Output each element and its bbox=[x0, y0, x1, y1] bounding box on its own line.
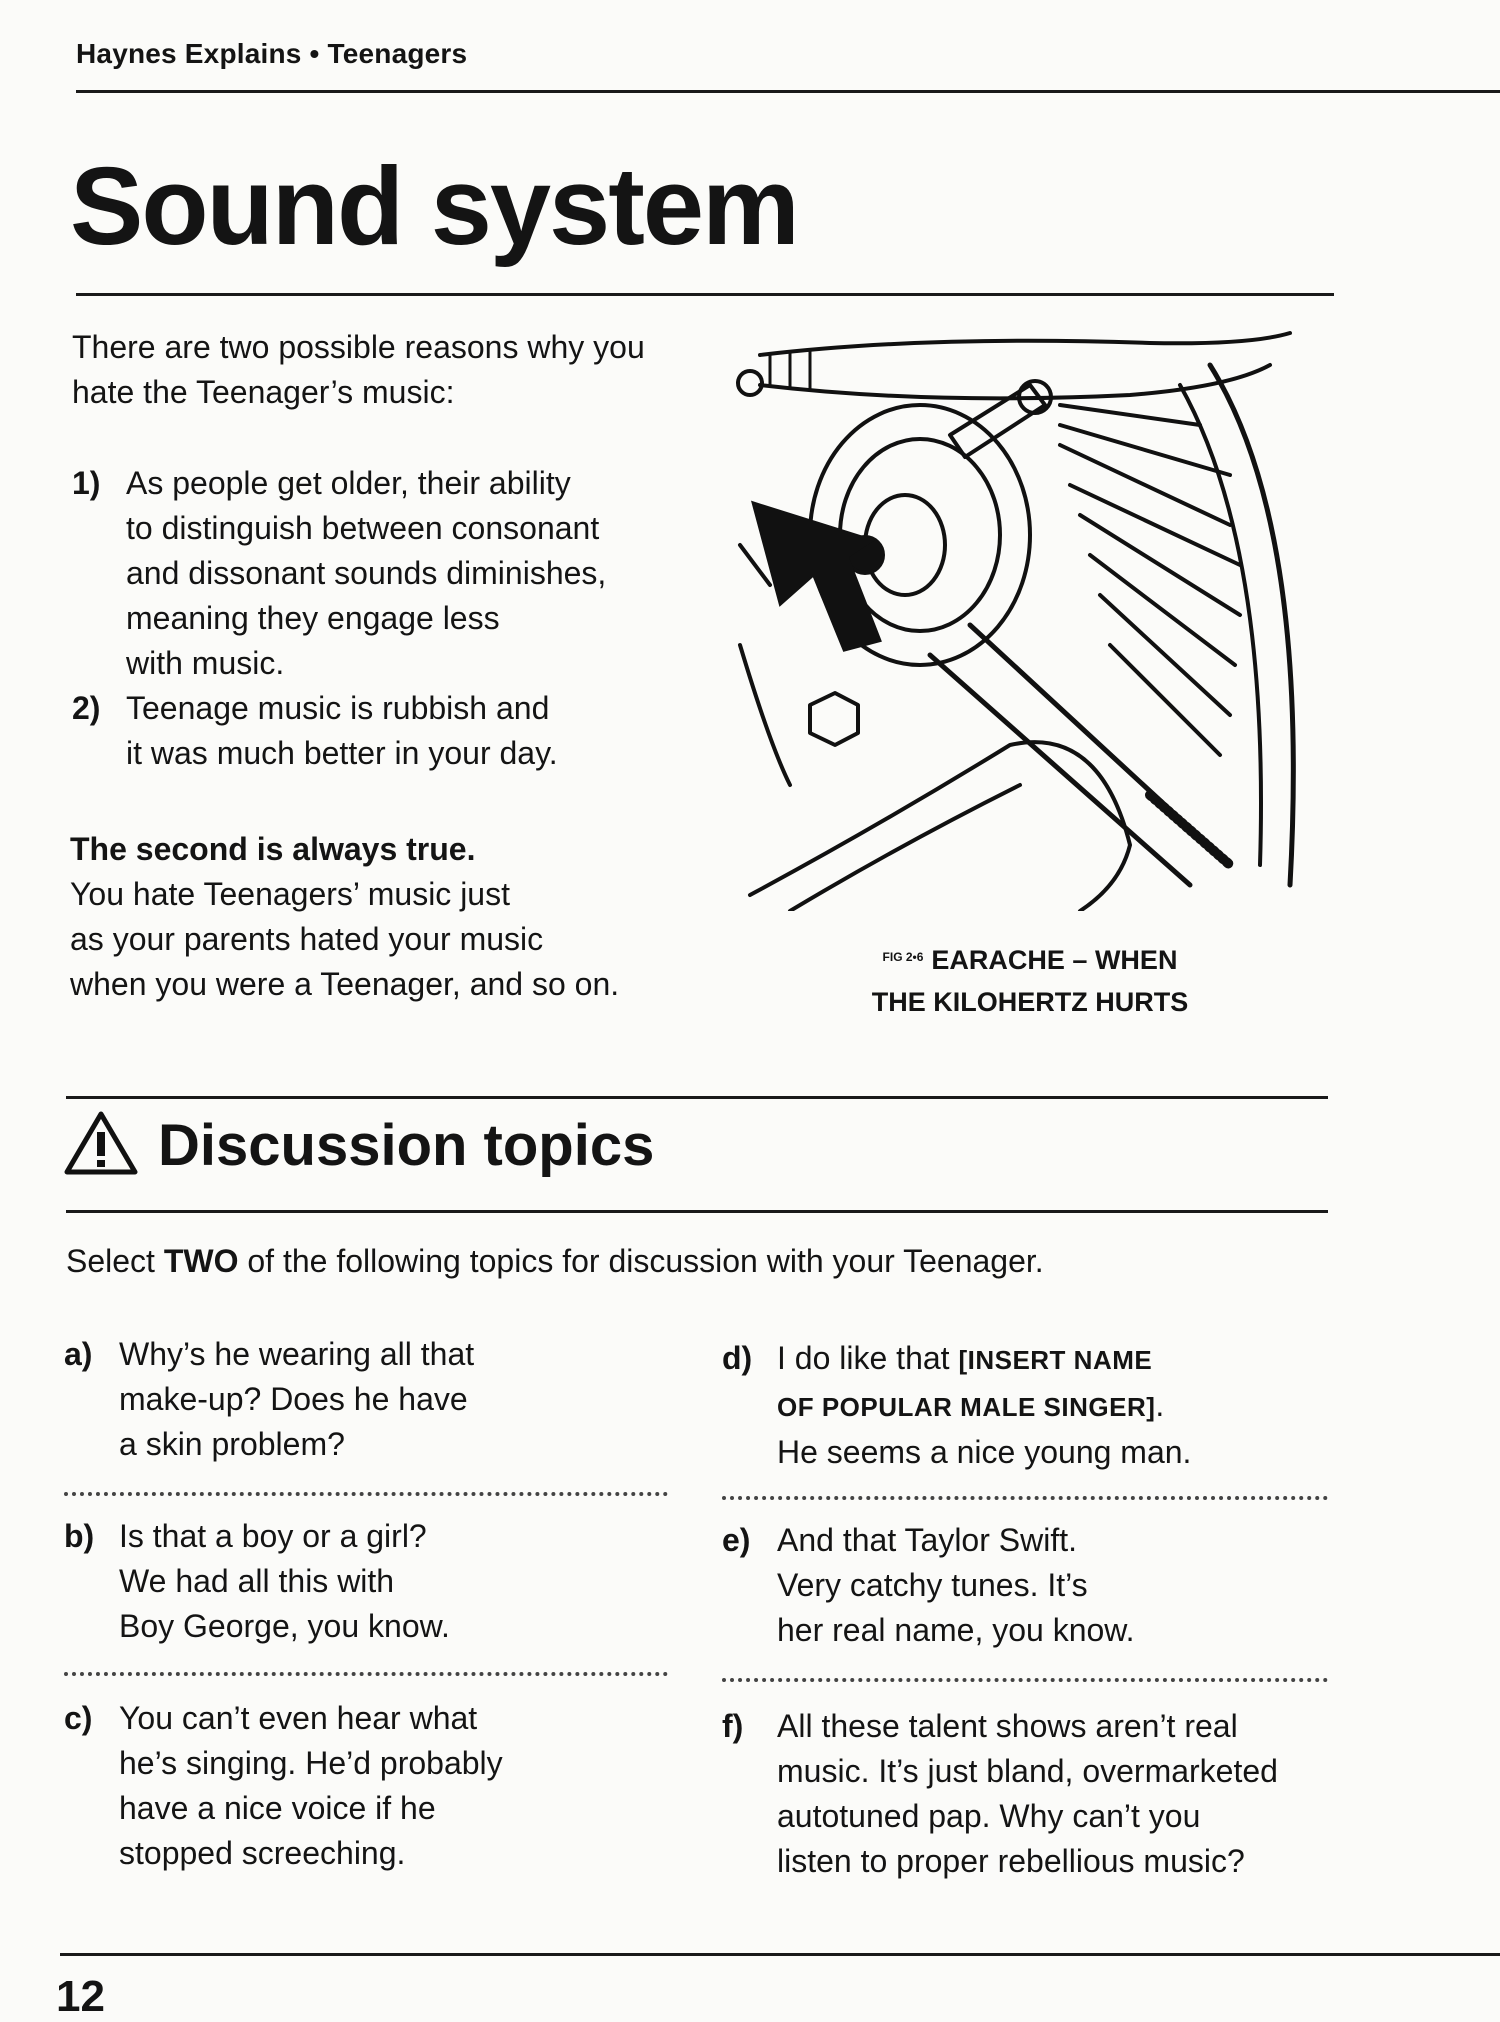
topic-line: Very catchy tunes. It’s bbox=[777, 1567, 1088, 1603]
topic-item bbox=[64, 1332, 474, 1467]
reason-line: Teenage music is rubbish and bbox=[126, 690, 550, 726]
topic-placeholder: OF POPULAR MALE SINGER] bbox=[777, 1392, 1156, 1422]
topic-marker: d) bbox=[722, 1340, 753, 1376]
topic-text: I do like that bbox=[777, 1340, 959, 1376]
topic-line: Boy George, you know. bbox=[119, 1608, 450, 1644]
topic-line: have a nice voice if he bbox=[119, 1790, 436, 1826]
topic-divider bbox=[64, 1492, 668, 1496]
topic-line: All these talent shows aren’t real bbox=[777, 1708, 1238, 1744]
warning-triangle-icon bbox=[64, 1110, 138, 1181]
instruction-part: Select bbox=[66, 1243, 164, 1279]
topic-divider bbox=[64, 1672, 668, 1676]
list-item bbox=[72, 686, 712, 776]
topic-line: music. It’s just bland, overmarketed bbox=[777, 1753, 1278, 1789]
instruction-part: of the following topics for discussion with your Teenager. bbox=[238, 1243, 1044, 1279]
page-title: Sound system bbox=[70, 145, 798, 268]
topic-item bbox=[722, 1518, 1135, 1653]
figure-id: FIG 2•6 bbox=[882, 950, 924, 964]
topic-line: We had all this with bbox=[119, 1563, 395, 1599]
topic-line: Is that a boy or a girl? bbox=[119, 1518, 427, 1554]
topic-marker: c) bbox=[64, 1700, 93, 1736]
topic-line: autotuned pap. Why can’t you bbox=[777, 1798, 1201, 1834]
topic-line: make-up? Does he have bbox=[119, 1381, 468, 1417]
topic-line: And that Taylor Swift. bbox=[777, 1522, 1077, 1558]
instruction-emphasis: TWO bbox=[163, 1243, 239, 1279]
topic-marker: b) bbox=[64, 1518, 95, 1554]
footer-rule bbox=[60, 1953, 1500, 1956]
conclusion-block bbox=[70, 827, 710, 1007]
topic-divider bbox=[722, 1496, 1328, 1500]
reason-line: and dissonant sounds diminishes, bbox=[126, 555, 607, 591]
header-rule bbox=[76, 90, 1500, 93]
section-rule-top bbox=[66, 1096, 1328, 1099]
reasons-list bbox=[72, 461, 712, 776]
topic-marker: e) bbox=[722, 1522, 751, 1558]
topic-line: You can’t even hear what bbox=[119, 1700, 478, 1736]
caption-line: EARACHE – WHEN bbox=[931, 945, 1178, 975]
reason-line: with music. bbox=[126, 645, 285, 681]
section-title: Discussion topics bbox=[158, 1113, 655, 1178]
topic-divider bbox=[722, 1678, 1328, 1682]
instruction-text bbox=[66, 1243, 1044, 1280]
conclusion-heading: The second is always true. bbox=[70, 831, 476, 867]
list-item bbox=[72, 461, 712, 686]
caption-line: THE KILOHERTZ HURTS bbox=[871, 987, 1189, 1017]
reason-line: to distinguish between consonant bbox=[126, 510, 600, 546]
topic-line: a skin problem? bbox=[119, 1426, 345, 1462]
topic-line: listen to proper rebellious music? bbox=[777, 1843, 1245, 1879]
conclusion-line: You hate Teenagers’ music just bbox=[70, 876, 510, 912]
topic-line: he’s singing. He’d probably bbox=[119, 1745, 503, 1781]
conclusion-line: as your parents hated your music bbox=[70, 921, 544, 957]
topic-line: stopped screeching. bbox=[119, 1835, 406, 1871]
title-rule bbox=[76, 293, 1334, 296]
topic-line: He seems a nice young man. bbox=[777, 1434, 1192, 1470]
intro-paragraph: There are two possible reasons why you hate the Teenager’s music: bbox=[72, 329, 645, 410]
topic-line bbox=[777, 1383, 1191, 1430]
topic-item bbox=[64, 1696, 503, 1876]
section-heading bbox=[64, 1110, 654, 1181]
topic-item bbox=[722, 1704, 1278, 1884]
topic-item bbox=[64, 1514, 450, 1649]
list-marker: 2) bbox=[72, 690, 101, 726]
topic-text: . bbox=[1155, 1387, 1165, 1423]
car-engine-drawing-icon bbox=[730, 325, 1302, 911]
running-head: Haynes Explains • Teenagers bbox=[76, 38, 468, 69]
reason-line: As people get older, their ability bbox=[126, 465, 571, 501]
topic-line: her real name, you know. bbox=[777, 1612, 1135, 1648]
reason-line: it was much better in your day. bbox=[126, 735, 558, 771]
conclusion-line: when you were a Teenager, and so on. bbox=[70, 966, 620, 1002]
list-marker: 1) bbox=[72, 465, 101, 501]
topic-placeholder: [INSERT NAME bbox=[958, 1345, 1153, 1375]
topic-item bbox=[722, 1336, 1191, 1475]
topic-line: Why’s he wearing all that bbox=[119, 1336, 475, 1372]
section-rule-bottom bbox=[66, 1210, 1328, 1213]
reason-line: meaning they engage less bbox=[126, 600, 500, 636]
topic-line bbox=[777, 1336, 1191, 1383]
figure-caption bbox=[760, 936, 1300, 1023]
topic-marker: a) bbox=[64, 1336, 93, 1372]
page-number: 12 bbox=[56, 1972, 105, 2021]
topic-marker: f) bbox=[722, 1708, 744, 1744]
